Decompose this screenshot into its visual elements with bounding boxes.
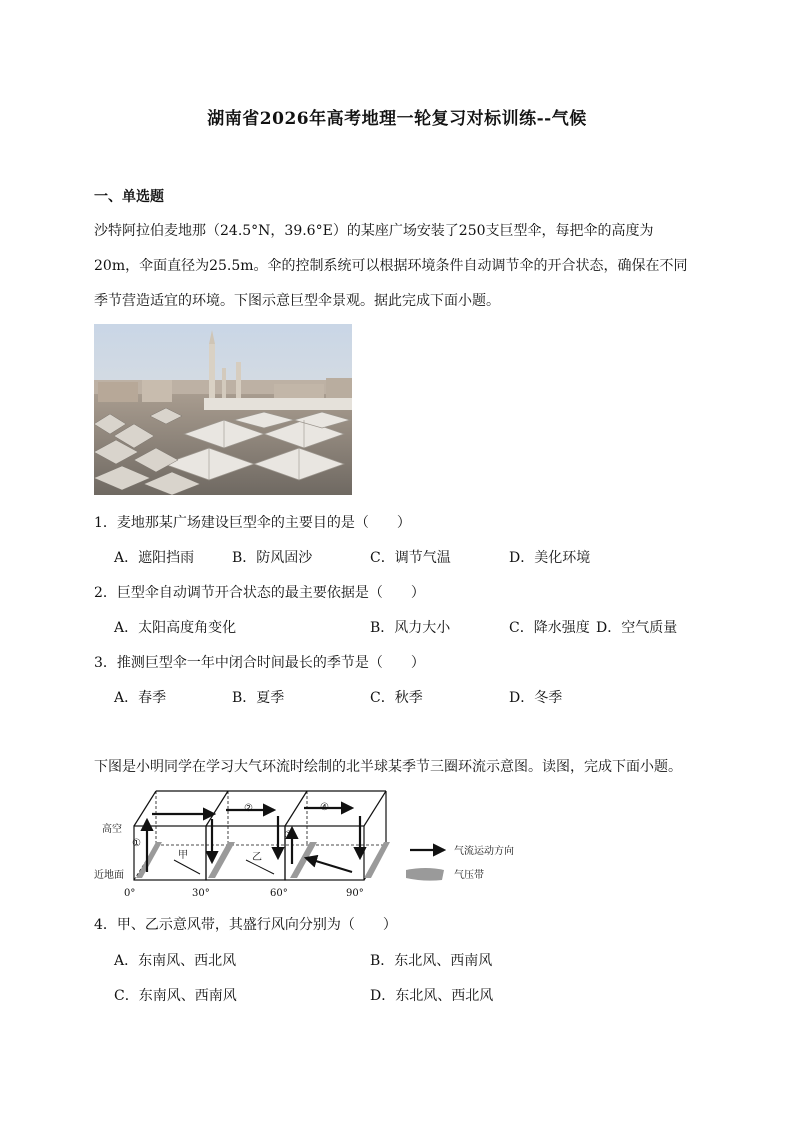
q2-option-a: A．太阳高度角变化 [114,620,237,636]
q4-option-c: C．东南风、西南风 [114,988,237,1004]
q1-option-b: B．防风固沙 [232,550,313,566]
label-lat-30: 30° [192,888,210,899]
section-heading: 一、单选题 [94,189,164,205]
q3-option-c: C．秋季 [370,690,423,706]
question-1: 1．麦地那某广场建设巨型伞的主要目的是（ ） [94,515,411,531]
label-lat-90: 90° [346,888,364,899]
label-lat-0: 0° [124,888,136,899]
q4-option-b: B．东北风、西南风 [370,953,493,969]
question-4: 4．甲、乙示意风带，其盛行风向分别为（ ） [94,917,397,933]
passage2: 下图是小明同学在学习大气环流时绘制的北半球某季节三圈环流示意图。读图，完成下面小题。 [94,759,682,775]
q3-option-a: A．春季 [114,690,167,706]
question-2: 2．巨型伞自动调节开合状态的最主要依据是（ ） [94,585,425,601]
q1-option-a: A．遮阳挡雨 [114,550,195,566]
legend-belt-icon [406,868,444,881]
circulation-diagram [94,786,534,900]
q2-option-c: C．降水强度 [509,620,590,636]
page-title: 湖南省2026年高考地理一轮复习对标训练--气候 [207,109,587,129]
giant-umbrella-photo [94,324,352,495]
label-num3: ③ [284,830,293,841]
question-3: 3．推测巨型伞一年中闭合时间最长的季节是（ ） [94,655,425,671]
label-jia: 甲 [178,850,188,861]
label-near-surface: 近地面 [94,870,124,881]
label-high-altitude: 高空 [102,824,122,835]
q1-option-c: C．调节气温 [370,550,451,566]
label-num4: ④ [320,802,329,813]
passage1-line3: 季节营造适宜的环境。下图示意巨型伞景观。据此完成下面小题。 [94,293,500,309]
q4-option-d: D．东北风、西北风 [370,988,494,1004]
legend-belt-label: 气压带 [454,870,484,881]
q2-option-d: D．空气质量 [596,620,678,636]
legend-arrow-label: 气流运动方向 [454,846,514,857]
label-num2: ② [244,803,253,814]
passage1-line2: 20m，伞面直径为25.5m。伞的控制系统可以根据环境条件自动调节伞的开合状态，确保在不同 [94,258,688,274]
q4-option-a: A．东南风、西北风 [114,953,237,969]
label-yi: 乙 [252,852,262,863]
label-num1: ① [132,838,141,849]
q3-option-d: D．冬季 [509,690,563,706]
q3-option-b: B．夏季 [232,690,285,706]
q1-option-d: D．美化环境 [509,550,591,566]
q2-option-b: B．风力大小 [370,620,451,636]
passage1-line1: 沙特阿拉伯麦地那（24.5°N，39.6°E）的某座广场安装了250支巨型伞，每把伞的高度为 [94,223,654,239]
label-lat-60: 60° [270,888,288,899]
